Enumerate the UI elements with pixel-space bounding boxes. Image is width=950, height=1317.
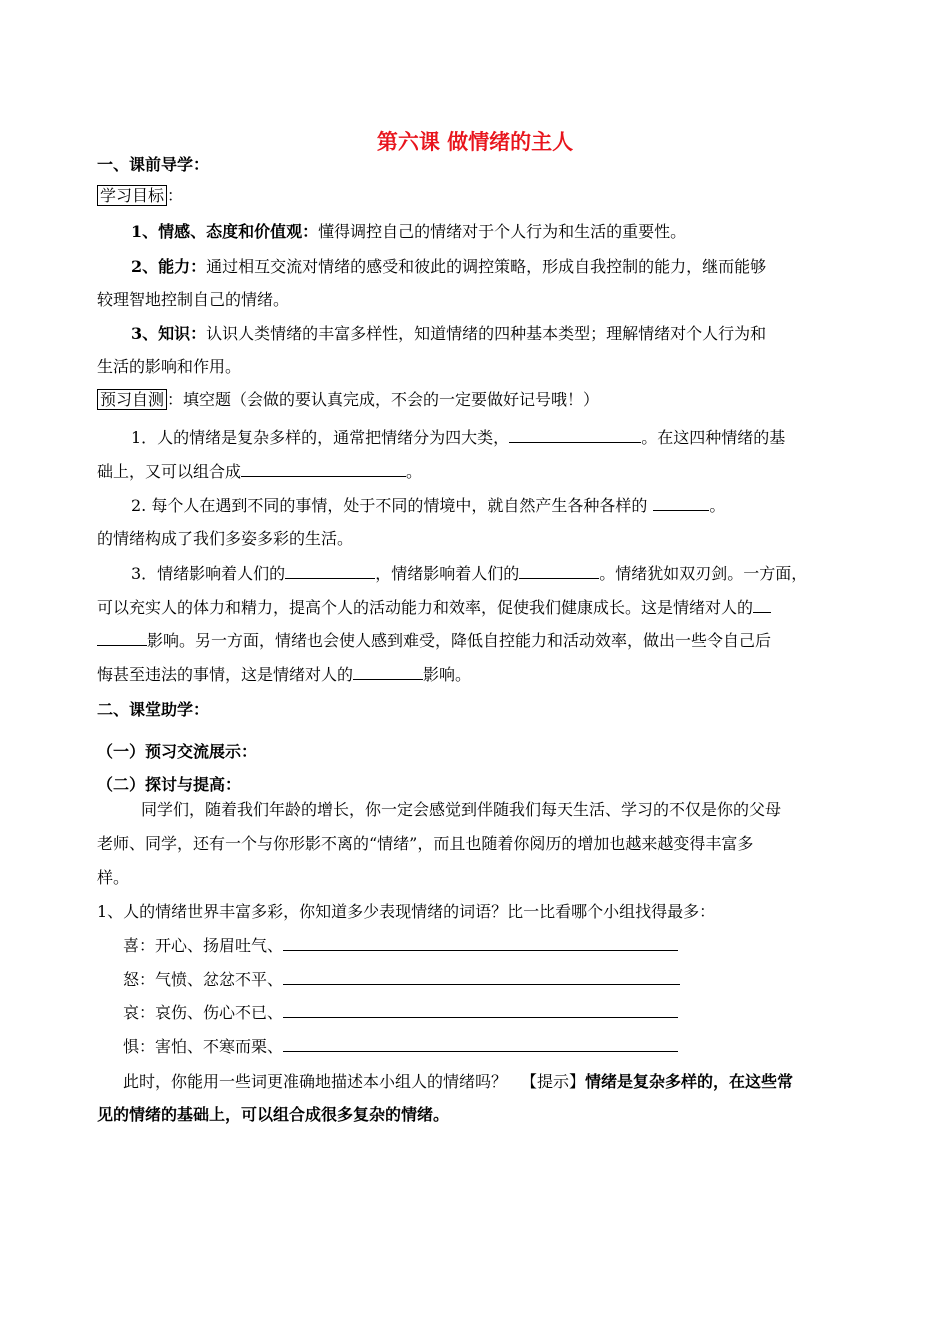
goal-1 (131, 222, 686, 242)
q3-blank-4[interactable] (353, 665, 423, 680)
goal-2-text: 通过相互交流对情绪的感受和彼此的调控策略，形成自我控制的能力，继而能够 (206, 257, 767, 276)
goal-3-lead: 3、知识： (131, 324, 207, 343)
closing-line (123, 1072, 793, 1092)
page-title: 第六课 做情绪的主人 (376, 130, 574, 154)
emotion-joy (123, 936, 678, 956)
q3-text-2: ，情绪影响着人们的 (375, 564, 520, 583)
subsection-2: （二）探讨与提高： (97, 775, 242, 794)
q3-blank-2[interactable] (519, 564, 599, 579)
q2-text: 2. 每个人在遇到不同的事情，处于不同的情境中，就自然产生各种各样的 (131, 496, 648, 515)
pretest-q3 (131, 564, 807, 584)
emotion-anger (123, 970, 680, 990)
q3-blank-3a[interactable] (753, 598, 771, 613)
pretest-q1-cont (97, 462, 422, 482)
hint-cont: 见的情绪的基础上，可以组合成很多复杂的情绪。 (97, 1105, 450, 1124)
question-1: 1、人的情绪世界丰富多彩，你知道多少表现情绪的词语？比一比看哪个小组找得最多： (97, 902, 716, 921)
emotion-anger-blank[interactable] (283, 970, 680, 985)
goal-1-text: 懂得调控自己的情绪对于个人行为和生活的重要性。 (318, 222, 687, 241)
goal-3 (131, 324, 766, 344)
emotion-anger-label: 怒：气愤、忿忿不平、 (123, 970, 284, 989)
pretest-line (97, 390, 599, 410)
q1-blank-1[interactable] (509, 428, 641, 443)
pretest-q3-cont-1 (97, 598, 771, 618)
pretest-q2 (131, 496, 725, 516)
q3-blank-1[interactable] (285, 564, 375, 579)
q1-text-4: 。 (406, 462, 423, 481)
goal-3-cont: 生活的影响和作用。 (97, 357, 242, 376)
emotion-sorrow (123, 1003, 678, 1023)
goals-line (97, 186, 183, 206)
section-1-heading: 一、课前导学： (97, 155, 210, 174)
intro-paragraph-3: 样。 (97, 868, 130, 887)
goal-2-cont: 较理智地控制自己的情绪。 (97, 290, 290, 309)
q3-text-3: 。情绪犹如双刃剑。一方面， (599, 564, 808, 583)
closing-text: 此时，你能用一些词更准确地描述本小组人的情绪吗？ (123, 1072, 508, 1091)
q3-text-7: 影响。 (423, 665, 472, 684)
q2-blank[interactable] (653, 496, 709, 511)
q3-text: 3．情绪影响着人们的 (131, 564, 286, 583)
emotion-fear-label: 惧：害怕、不寒而栗、 (123, 1037, 284, 1056)
section-2-heading: 二、课堂助学： (97, 700, 210, 719)
subsection-1: （一）预习交流展示： (97, 742, 258, 761)
q1-text-3: 础上，又可以组合成 (97, 462, 242, 481)
goal-2 (131, 257, 766, 277)
goal-1-lead: 1、情感、态度和价值观： (131, 222, 319, 241)
q3-text-5: 影响。另一方面，情绪也会使人感到难受，降低自控能力和活动效率，做出一些令自己后 (147, 631, 772, 650)
emotion-joy-label: 喜：开心、扬眉吐气、 (123, 936, 284, 955)
goals-colon: ： (167, 186, 184, 205)
q3-text-6: 悔甚至违法的事情，这是情绪对人的 (97, 665, 354, 684)
q1-text: 1．人的情绪是复杂多样的，通常把情绪分为四大类， (131, 428, 510, 447)
pretest-label: 预习自测 (97, 389, 167, 410)
goal-3-text: 认识人类情绪的丰富多样性，知道情绪的四种基本类型；理解情绪对个人行为和 (206, 324, 767, 343)
emotion-sorrow-blank[interactable] (283, 1003, 678, 1018)
emotion-fear-blank[interactable] (283, 1037, 678, 1052)
hint-label: 【提示】 (521, 1072, 586, 1091)
pretest-q2-cont: 的情绪构成了我们多姿多彩的生活。 (97, 529, 354, 548)
q2-text-2: 。 (709, 496, 726, 515)
q1-text-2: 。在这四种情绪的基 (641, 428, 786, 447)
pretest-intro: ：填空题（会做的要认真完成，不会的一定要做好记号哦！） (167, 390, 600, 409)
pretest-q1 (131, 428, 785, 448)
goals-label: 学习目标 (97, 185, 167, 206)
pretest-q3-cont-2 (97, 631, 771, 651)
pretest-q3-cont-3 (97, 665, 471, 685)
emotion-joy-blank[interactable] (283, 936, 678, 951)
q1-blank-2[interactable] (241, 462, 406, 477)
intro-paragraph-2: 老师、同学，还有一个与你形影不离的“情绪”，而且也随着你阅历的增加也越来越变得丰富多 (97, 834, 754, 853)
goal-2-lead: 2、能力： (131, 257, 207, 276)
q3-blank-3b[interactable] (97, 631, 147, 646)
intro-paragraph-1: 同学们，随着我们年龄的增长，你一定会感觉到伴随我们每天生活、学习的不仅是你的父母 (141, 800, 782, 819)
q3-text-4: 可以充实人的体力和精力，提高个人的活动能力和效率，促使我们健康成长。这是情绪对人的 (97, 598, 754, 617)
emotion-fear (123, 1037, 678, 1057)
emotion-sorrow-label: 哀：哀伤、伤心不已、 (123, 1003, 284, 1022)
hint-text: 情绪是复杂多样的，在这些常 (585, 1072, 794, 1091)
